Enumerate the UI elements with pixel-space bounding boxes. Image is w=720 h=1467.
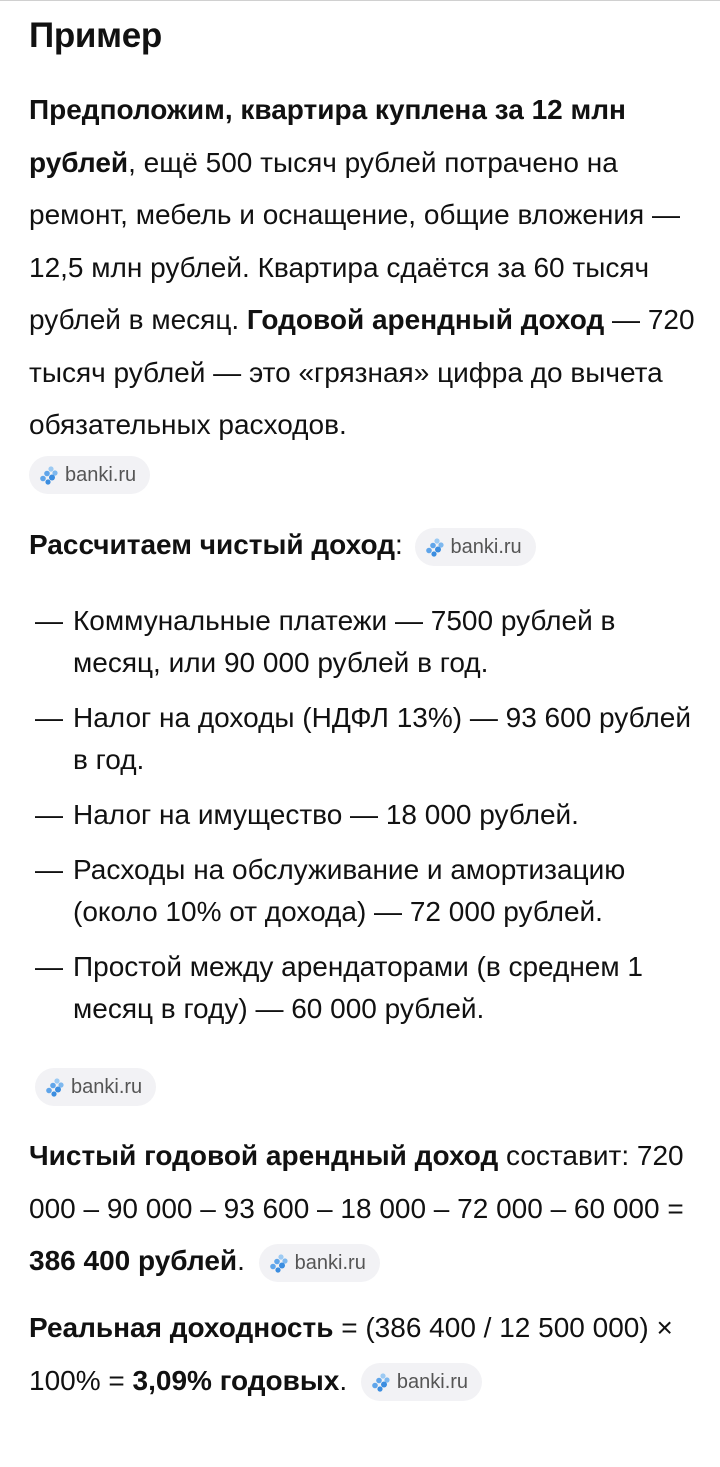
- source-chip-label: banki.ru: [294, 1251, 366, 1274]
- banki-logo-icon: [369, 1371, 391, 1393]
- dash-marker: —: [35, 951, 63, 982]
- dash-marker: —: [35, 799, 63, 830]
- source-chip-label: banki.ru: [65, 464, 137, 486]
- intro-bold-purchase: Предположим, квартира куплена за 12 млн рублей: [29, 94, 626, 178]
- intro-text-gross: — 720 тысяч рублей — это «грязная» цифра до вычета обязательных расходов.: [29, 304, 695, 440]
- calc-intro-bold: Рассчитаем чистый доход: [29, 529, 395, 560]
- calc-intro: [29, 519, 699, 572]
- list-item: [29, 794, 699, 836]
- calc-intro-colon: :: [394, 529, 403, 560]
- list-item-text: Налог на доходы (НДФЛ 13%) — 93 600 рублей в год.: [73, 702, 691, 775]
- dash-marker: —: [35, 605, 63, 636]
- real-yield-result: 3,09% годовых: [132, 1364, 340, 1396]
- list-item-text: Коммунальные платежи — 7500 рублей в месяц, или 90 000 рублей в год.: [73, 605, 616, 678]
- banki-logo-icon: [37, 464, 59, 486]
- list-item: [29, 697, 699, 781]
- list-item-text: Налог на имущество — 18 000 рублей.: [73, 799, 579, 830]
- intro-bold-annual-income: Годовой арендный доход: [246, 304, 605, 335]
- dash-marker: —: [35, 854, 63, 885]
- list-item-text: Расходы на обслуживание и амортизацию (около 10% от дохода) — 72 000 рублей.: [73, 854, 626, 927]
- intro-paragraph: [29, 84, 699, 452]
- source-chip[interactable]: [35, 1068, 156, 1106]
- banki-logo-icon: [43, 1076, 65, 1098]
- intro-text-investment: , ещё 500 тысяч рублей потрачено на ремонт, мебель и оснащение, общие вложения — 12,5 млн рублей. Квартира сдаётся за 60 тысяч рублей в месяц.: [29, 146, 680, 335]
- list-item: [29, 946, 699, 1030]
- source-chip[interactable]: [361, 1363, 482, 1401]
- net-income-bold: Чистый годовой арендный доход: [29, 1140, 499, 1171]
- source-chip[interactable]: [259, 1244, 380, 1282]
- source-chip-label: banki.ru: [396, 1371, 469, 1394]
- list-item: [29, 849, 699, 933]
- net-income-paragraph: [29, 1130, 699, 1288]
- real-yield-paragraph: [29, 1302, 699, 1407]
- section-heading: Пример: [29, 16, 162, 55]
- dash-marker: —: [35, 702, 63, 733]
- net-income-result: 386 400 рублей: [29, 1245, 238, 1276]
- banki-logo-icon: [267, 1252, 289, 1274]
- list-item: [29, 600, 699, 684]
- real-yield-formula: = (386 400 / 12 500 000) × 100% =: [29, 1312, 673, 1396]
- top-divider: [0, 0, 720, 1]
- source-chip[interactable]: [29, 456, 150, 494]
- net-income-formula: составит: 720 000 – 90 000 – 93 600 – 18 000 – 72 000 – 60 000 =: [29, 1140, 684, 1224]
- source-chip-label: banki.ru: [71, 1076, 143, 1098]
- expense-list: [29, 600, 699, 1043]
- list-item-text: Простой между арендаторами (в среднем 1 месяц в году) — 60 000 рублей.: [73, 951, 643, 1024]
- source-chip[interactable]: [415, 528, 536, 566]
- net-income-period: .: [237, 1245, 245, 1276]
- real-yield-period: .: [339, 1364, 348, 1396]
- banki-logo-icon: [423, 536, 445, 558]
- real-yield-bold: Реальная доходность: [29, 1312, 334, 1343]
- source-chip-label: banki.ru: [450, 535, 522, 558]
